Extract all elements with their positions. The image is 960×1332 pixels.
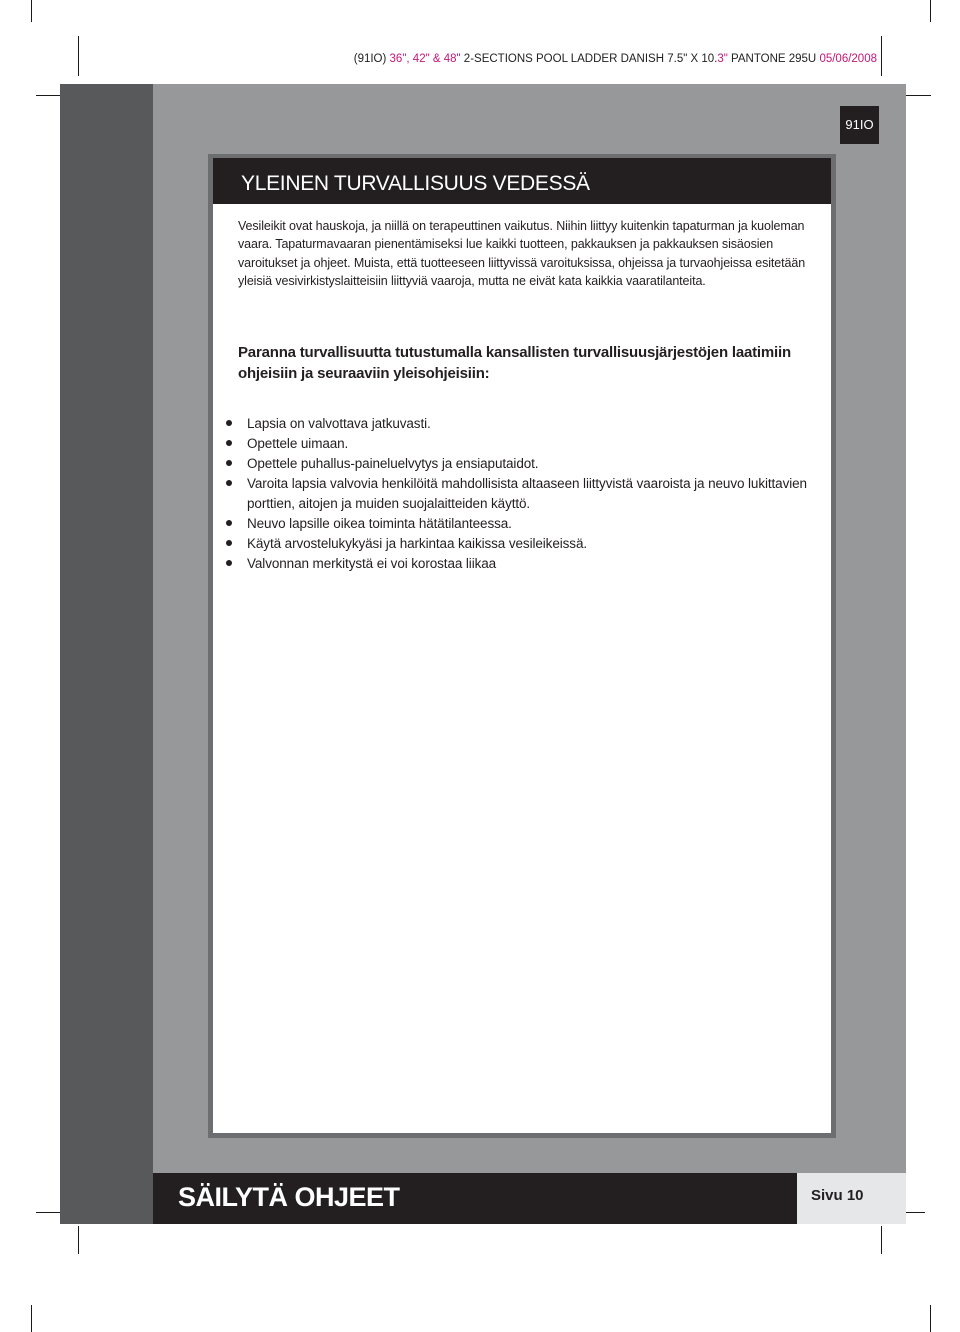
bullet-icon (226, 520, 232, 526)
bullet-icon (226, 480, 232, 486)
slug-sizes: 36", 42" & 48" (389, 53, 461, 65)
content-panel (213, 158, 831, 1133)
list-item: Opettele puhallus-paineluelvytys ja ensiaputaidot. (221, 454, 821, 474)
left-sidebar-bar (60, 84, 153, 1224)
footer-title: SÄILYTÄ OHJEET (178, 1182, 400, 1212)
print-slug-header (300, 53, 877, 65)
slug-date: 05/06/2008 (819, 53, 877, 65)
slug-prefix: (91IO) (353, 53, 390, 65)
section-title: YLEINEN TURVALLISUUS VEDESSÄ (213, 158, 831, 204)
bullet-icon (226, 460, 232, 466)
bullet-icon (226, 420, 232, 426)
page-footer (153, 1173, 906, 1224)
list-item: Varoita lapsia valvovia henkilöitä mahdollisista altaaseen liittyvistä vaaroista ja neuvo lukittavien porttien, aitojen ja muiden suojalaitteiden käyttö. (221, 474, 821, 514)
list-item: Lapsia on valvottava jatkuvasti. (221, 414, 821, 434)
list-item: Valvonnan merkitystä ei voi korostaa liikaa (221, 554, 821, 574)
list-item: Neuvo lapsille oikea toiminta hätätilanteessa. (221, 514, 821, 534)
lead-paragraph: Paranna turvallisuutta tutustumalla kansallisten turvallisuusjärjestöjen laatimiin ohjeisiin ja seuraaviin yleisohjeisiin: (238, 344, 791, 382)
slug-fraction: 3" (717, 53, 728, 65)
slug-pantone: PANTONE 295U (727, 53, 820, 65)
page-number: Sivu 10 (811, 1187, 864, 1204)
bullet-icon (226, 440, 232, 446)
model-badge: 91IO (840, 106, 879, 144)
safety-tips-list (221, 414, 821, 574)
bullet-icon (226, 560, 232, 566)
slug-product: 2-SECTIONS POOL LADDER DANISH 7.5" X 10. (460, 53, 718, 65)
intro-paragraph: Vesileikit ovat hauskoja, ja niillä on terapeuttinen vaikutus. Niihin liittyy kuitenkin tapaturman ja kuoleman vaara. Tapaturmavaaran pienentämiseksi lue kaikki tuotteen, pakkauksen ja pakkauksen sisäosien varoitukset ja ohjeet. Muista, että tuotteeseen liittyvissä varoituksissa, ohjeissa ja turvaohjeissa esitetään yleisiä vesivirkistyslaitteisiin liittyviä vaaroja, mutta ne eivät kata kaikkia vaaratilanteita. (238, 219, 806, 289)
list-item: Opettele uimaan. (221, 434, 821, 454)
bullet-icon (226, 540, 232, 546)
list-item: Käytä arvostelukykyäsi ja harkintaa kaikissa vesileikeissä. (221, 534, 821, 554)
page-number-box (797, 1173, 906, 1224)
